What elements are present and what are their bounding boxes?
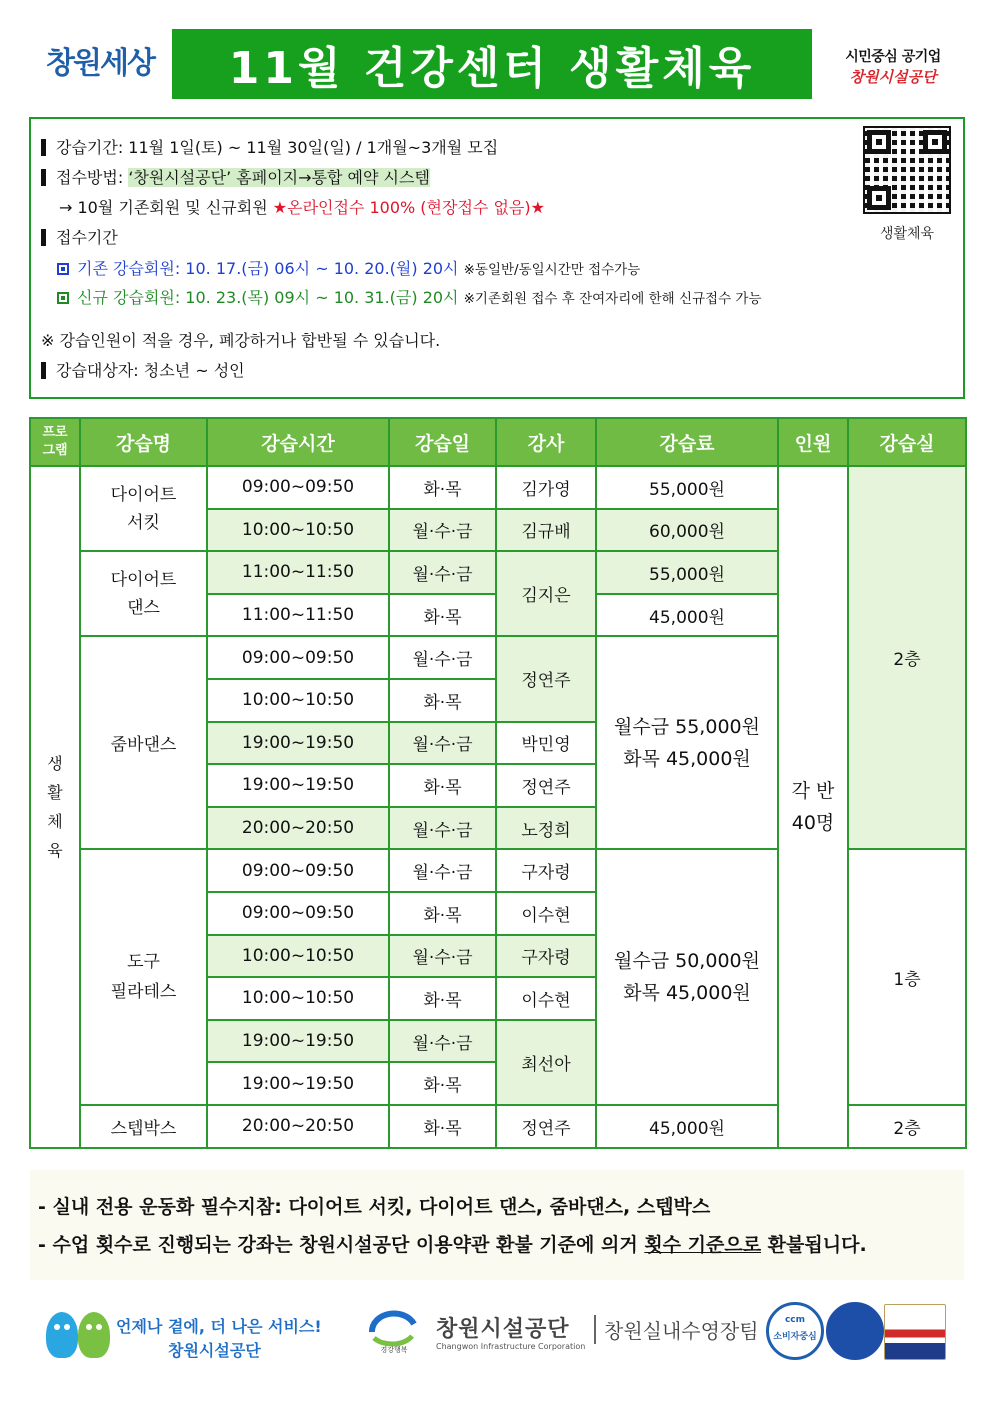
corporation-emblem-icon	[364, 1310, 422, 1356]
table-row	[30, 466, 966, 509]
new-members-text: 신규 강습회원: 10. 23.(목) 09시 ~ 10. 31.(금) 20시	[77, 288, 459, 307]
page-title-box	[172, 29, 812, 99]
time-cell: 19:00~19:50	[207, 764, 389, 807]
fee-cell: 60,000원	[596, 509, 778, 552]
corporation-name: 창원시설공단	[849, 68, 937, 86]
existing-members-line	[57, 256, 640, 279]
quality-badge-icon	[826, 1302, 884, 1360]
course-name-diet-circuit: 다이어트 서킷	[80, 466, 207, 551]
days-cell: 월·수·금	[389, 1020, 496, 1063]
days-cell: 월·수·금	[389, 722, 496, 765]
ccm-badge-icon: ccm 소비자중심	[766, 1302, 824, 1360]
new-members-note: ※기존회원 접수 후 잔여자리에 한해 신규접수 가능	[463, 291, 762, 307]
instructor-cell: 김가영	[496, 466, 596, 509]
svg-text:경강행복: 경강행복	[380, 1346, 408, 1354]
time-cell: 10:00~10:50	[207, 977, 389, 1020]
header-capacity: 인원	[778, 418, 848, 466]
footer-team-name: 창원실내수영장팀	[594, 1315, 759, 1344]
header-time: 강습시간	[207, 418, 389, 466]
header-name: 강습명	[80, 418, 207, 466]
time-cell: 09:00~09:50	[207, 849, 389, 892]
pilates-fee-cell: 월수금 50,000원 화목 45,000원	[596, 849, 778, 1105]
days-cell: 화·목	[389, 1105, 496, 1148]
page-title: 11월 건강센터 생활체육	[228, 43, 756, 94]
time-cell: 09:00~09:50	[207, 466, 389, 509]
square-bullet-icon	[57, 263, 69, 275]
corporation-logo	[828, 46, 958, 87]
notes-box	[30, 1170, 964, 1280]
room-cell-2f-b: 2층	[848, 1105, 966, 1148]
fee-cell: 45,000원	[596, 1105, 778, 1148]
mascot-icon	[78, 1312, 110, 1358]
time-cell: 11:00~11:50	[207, 551, 389, 594]
note-refund: - 수업 횟수로 진행되는 강좌는 창원시설공단 이용약관 환불 기준에 의거 횟수 기준으로 환불됩니다.	[38, 1234, 867, 1256]
time-cell: 10:00~10:50	[207, 935, 389, 978]
header-fee: 강습료	[596, 418, 778, 466]
corporation-slogan: 시민중심 공기업	[845, 49, 941, 65]
registration-label: 접수기간	[56, 228, 118, 247]
instructor-cell: 이수현	[496, 892, 596, 935]
capacity-cell: 각 반 40명	[778, 466, 848, 1148]
instructor-cell: 박민영	[496, 722, 596, 765]
time-cell: 20:00~20:50	[207, 1105, 389, 1148]
room-cell-2f: 2층	[848, 466, 966, 849]
instructor-cell: 이수현	[496, 977, 596, 1020]
days-cell: 화·목	[389, 977, 496, 1020]
course-name-zumba: 줌바댄스	[80, 636, 207, 849]
existing-members-text: 기존 강습회원: 10. 17.(금) 06시 ~ 10. 20.(월) 20시	[77, 259, 459, 278]
bullet-bar-icon	[41, 169, 46, 186]
target-text: 강습대상자: 청소년 ~ 성인	[56, 361, 245, 380]
bullet-bar-icon	[41, 139, 46, 156]
bullet-bar-icon	[41, 362, 46, 379]
schedule-table	[29, 417, 967, 1149]
bullet-bar-icon	[41, 229, 46, 246]
days-cell: 월·수·금	[389, 807, 496, 850]
instructor-cell: 정연주	[496, 1105, 596, 1148]
note-shoes: - 실내 전용 운동화 필수지참: 다이어트 서킷, 다이어트 댄스, 줌바댄스, 스텝박스	[38, 1196, 711, 1218]
program-cell: 생 활 체 육	[30, 466, 80, 1148]
room-cell-1f: 1층	[848, 849, 966, 1105]
period-text: 강습기간: 11월 1일(토) ~ 11월 30일(일) / 1개월~3개월 모집	[56, 138, 499, 157]
table-header-row	[30, 418, 966, 466]
days-cell: 화·목	[389, 594, 496, 637]
info-box	[29, 117, 965, 399]
method-value: ‘창원시설공단’ 홈페이지→통합 예약 시스템	[128, 168, 430, 187]
time-cell: 10:00~10:50	[207, 509, 389, 552]
header-instructor: 강사	[496, 418, 596, 466]
days-cell: 월·수·금	[389, 849, 496, 892]
header-program: 프로 그램	[30, 418, 80, 466]
course-name-diet-dance: 다이어트 댄스	[80, 551, 207, 636]
time-cell: 11:00~11:50	[207, 594, 389, 637]
fee-cell: 55,000원	[596, 466, 778, 509]
time-cell: 19:00~19:50	[207, 722, 389, 765]
footer-corp-name: 창원시설공단	[436, 1317, 570, 1342]
days-cell: 월·수·금	[389, 935, 496, 978]
days-cell: 화·목	[389, 892, 496, 935]
info-registration	[41, 225, 118, 248]
header-room: 강습실	[848, 418, 966, 466]
zumba-fee-cell: 월수금 55,000원 화목 45,000원	[596, 636, 778, 849]
footer-corp-subtitle: Changwon Infrastructure Corporation	[436, 1342, 586, 1351]
instructor-cell: 정연주	[496, 764, 596, 807]
info-period	[41, 135, 498, 158]
header-days: 강습일	[389, 418, 496, 466]
square-bullet-icon	[57, 292, 69, 304]
info-notice: ※ 강습인원이 적을 경우, 폐강하거나 합반될 수 있습니다.	[41, 331, 441, 350]
days-cell: 화·목	[389, 466, 496, 509]
info-method-note	[59, 195, 545, 218]
time-cell: 19:00~19:50	[207, 1062, 389, 1105]
info-target	[41, 358, 245, 381]
changwon-world-logo: 창원세상	[46, 46, 154, 81]
method-note: → 10월 기존회원 및 신규회원	[59, 198, 273, 217]
instructor-cell: 김지은	[496, 551, 596, 636]
qr-code-icon[interactable]	[863, 126, 951, 214]
footer-slogan: 언제나 곁에, 더 나은 서비스!	[116, 1317, 322, 1336]
online-only-note: ★온라인접수 100% (현장접수 없음)★	[272, 198, 545, 217]
info-method	[41, 165, 430, 188]
days-cell: 월·수·금	[389, 636, 496, 679]
time-cell: 10:00~10:50	[207, 679, 389, 722]
qr-label: 생활체육	[879, 226, 935, 242]
mascot-icon	[46, 1312, 78, 1358]
footer	[0, 1290, 992, 1380]
existing-members-note: ※동일반/동일시간만 접수가능	[463, 262, 641, 278]
instructor-cell: 구자령	[496, 849, 596, 892]
instructor-cell: 정연주	[496, 636, 596, 721]
method-label: 접수방법:	[56, 168, 129, 187]
instructor-cell: 김규배	[496, 509, 596, 552]
time-cell: 09:00~09:50	[207, 636, 389, 679]
fee-cell: 55,000원	[596, 551, 778, 594]
page-header	[0, 0, 992, 110]
days-cell: 화·목	[389, 1062, 496, 1105]
instructor-cell: 노정희	[496, 807, 596, 850]
time-cell: 20:00~20:50	[207, 807, 389, 850]
fee-cell: 45,000원	[596, 594, 778, 637]
days-cell: 화·목	[389, 764, 496, 807]
days-cell: 월·수·금	[389, 509, 496, 552]
footer-slogan-corp: 창원시설공단	[168, 1341, 261, 1360]
certification-badge-icon	[884, 1304, 946, 1360]
time-cell: 19:00~19:50	[207, 1020, 389, 1063]
instructor-cell: 최선아	[496, 1020, 596, 1105]
course-name-pilates: 도구 필라테스	[80, 849, 207, 1105]
instructor-cell: 구자령	[496, 935, 596, 978]
new-members-line	[57, 285, 762, 308]
days-cell: 월·수·금	[389, 551, 496, 594]
course-name-stepbox: 스텝박스	[80, 1105, 207, 1148]
days-cell: 화·목	[389, 679, 496, 722]
time-cell: 09:00~09:50	[207, 892, 389, 935]
